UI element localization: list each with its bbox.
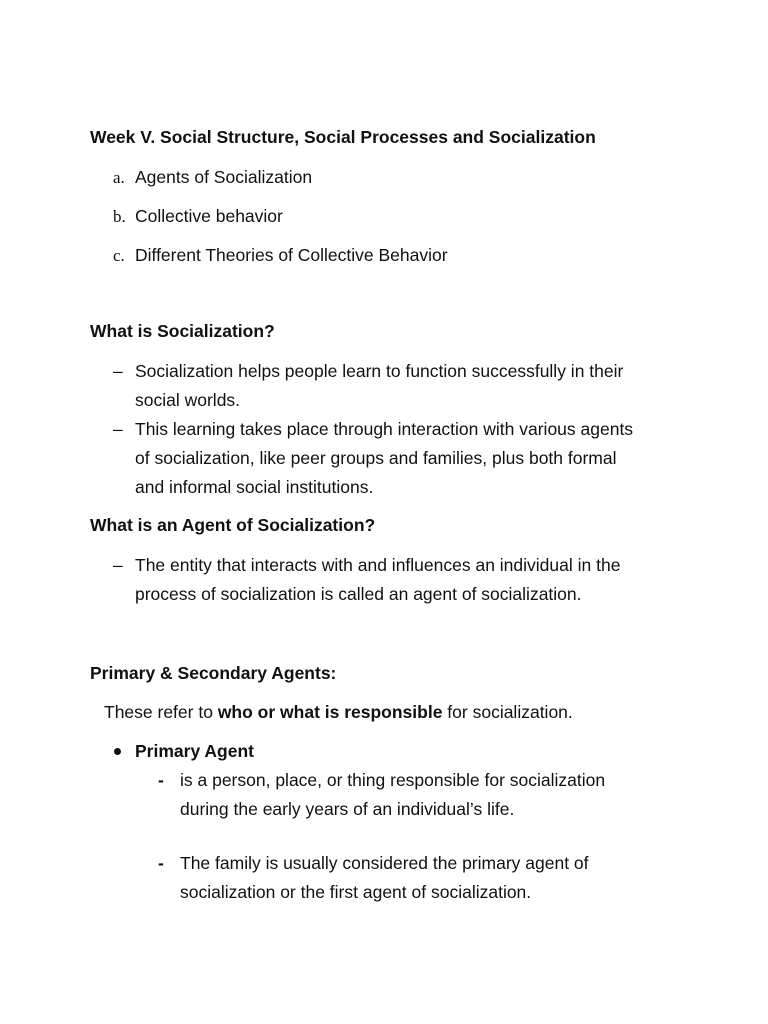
list-item-line: This learning takes place through interaction with various agents — [135, 419, 634, 439]
list-item-line: of socialization, like peer groups and families, plus both formal — [135, 448, 617, 468]
hyphen-marker: - — [158, 770, 164, 790]
list-item-line: socialization or the first agent of socialization. — [180, 882, 532, 902]
intro-paragraph — [104, 702, 573, 723]
dash-marker: – — [113, 361, 123, 381]
primary-agent-label: Primary Agent — [135, 741, 254, 761]
list-item-line: during the early years of an individual’s life. — [180, 799, 515, 819]
list-item-line: is a person, place, or thing responsible for socialization — [180, 770, 606, 790]
list-item-line: social worlds. — [135, 390, 241, 410]
topic-text: Different Theories of Collective Behavior — [135, 245, 448, 265]
socialization-heading: What is Socialization? — [90, 321, 275, 341]
list-item-line: The entity that interacts with and influences an individual in the — [135, 555, 621, 575]
intro-prefix: These refer to — [104, 702, 218, 722]
list-item-line: process of socialization is called an agent of socialization. — [135, 584, 582, 604]
list-item-line: The family is usually considered the primary agent of — [180, 853, 589, 873]
list-item-line: Socialization helps people learn to function successfully in their — [135, 361, 624, 381]
topic-marker: c. — [113, 246, 125, 265]
agent-heading: What is an Agent of Socialization? — [90, 515, 376, 535]
week-heading: Week V. Social Structure, Social Processes and Socialization — [90, 127, 596, 147]
topic-marker: a. — [113, 168, 125, 187]
primary-secondary-heading: Primary & Secondary Agents: — [90, 663, 337, 683]
hyphen-marker: - — [158, 853, 164, 873]
topic-marker: b. — [113, 207, 126, 226]
list-item-line: and informal social institutions. — [135, 477, 374, 497]
intro-emphasis: who or what is responsible — [217, 702, 443, 722]
bullet-icon — [114, 748, 121, 755]
dash-marker: – — [113, 555, 123, 575]
dash-marker: – — [113, 419, 123, 439]
topic-text: Collective behavior — [135, 206, 283, 226]
topic-text: Agents of Socialization — [135, 167, 313, 187]
intro-suffix: for socialization. — [442, 702, 573, 722]
